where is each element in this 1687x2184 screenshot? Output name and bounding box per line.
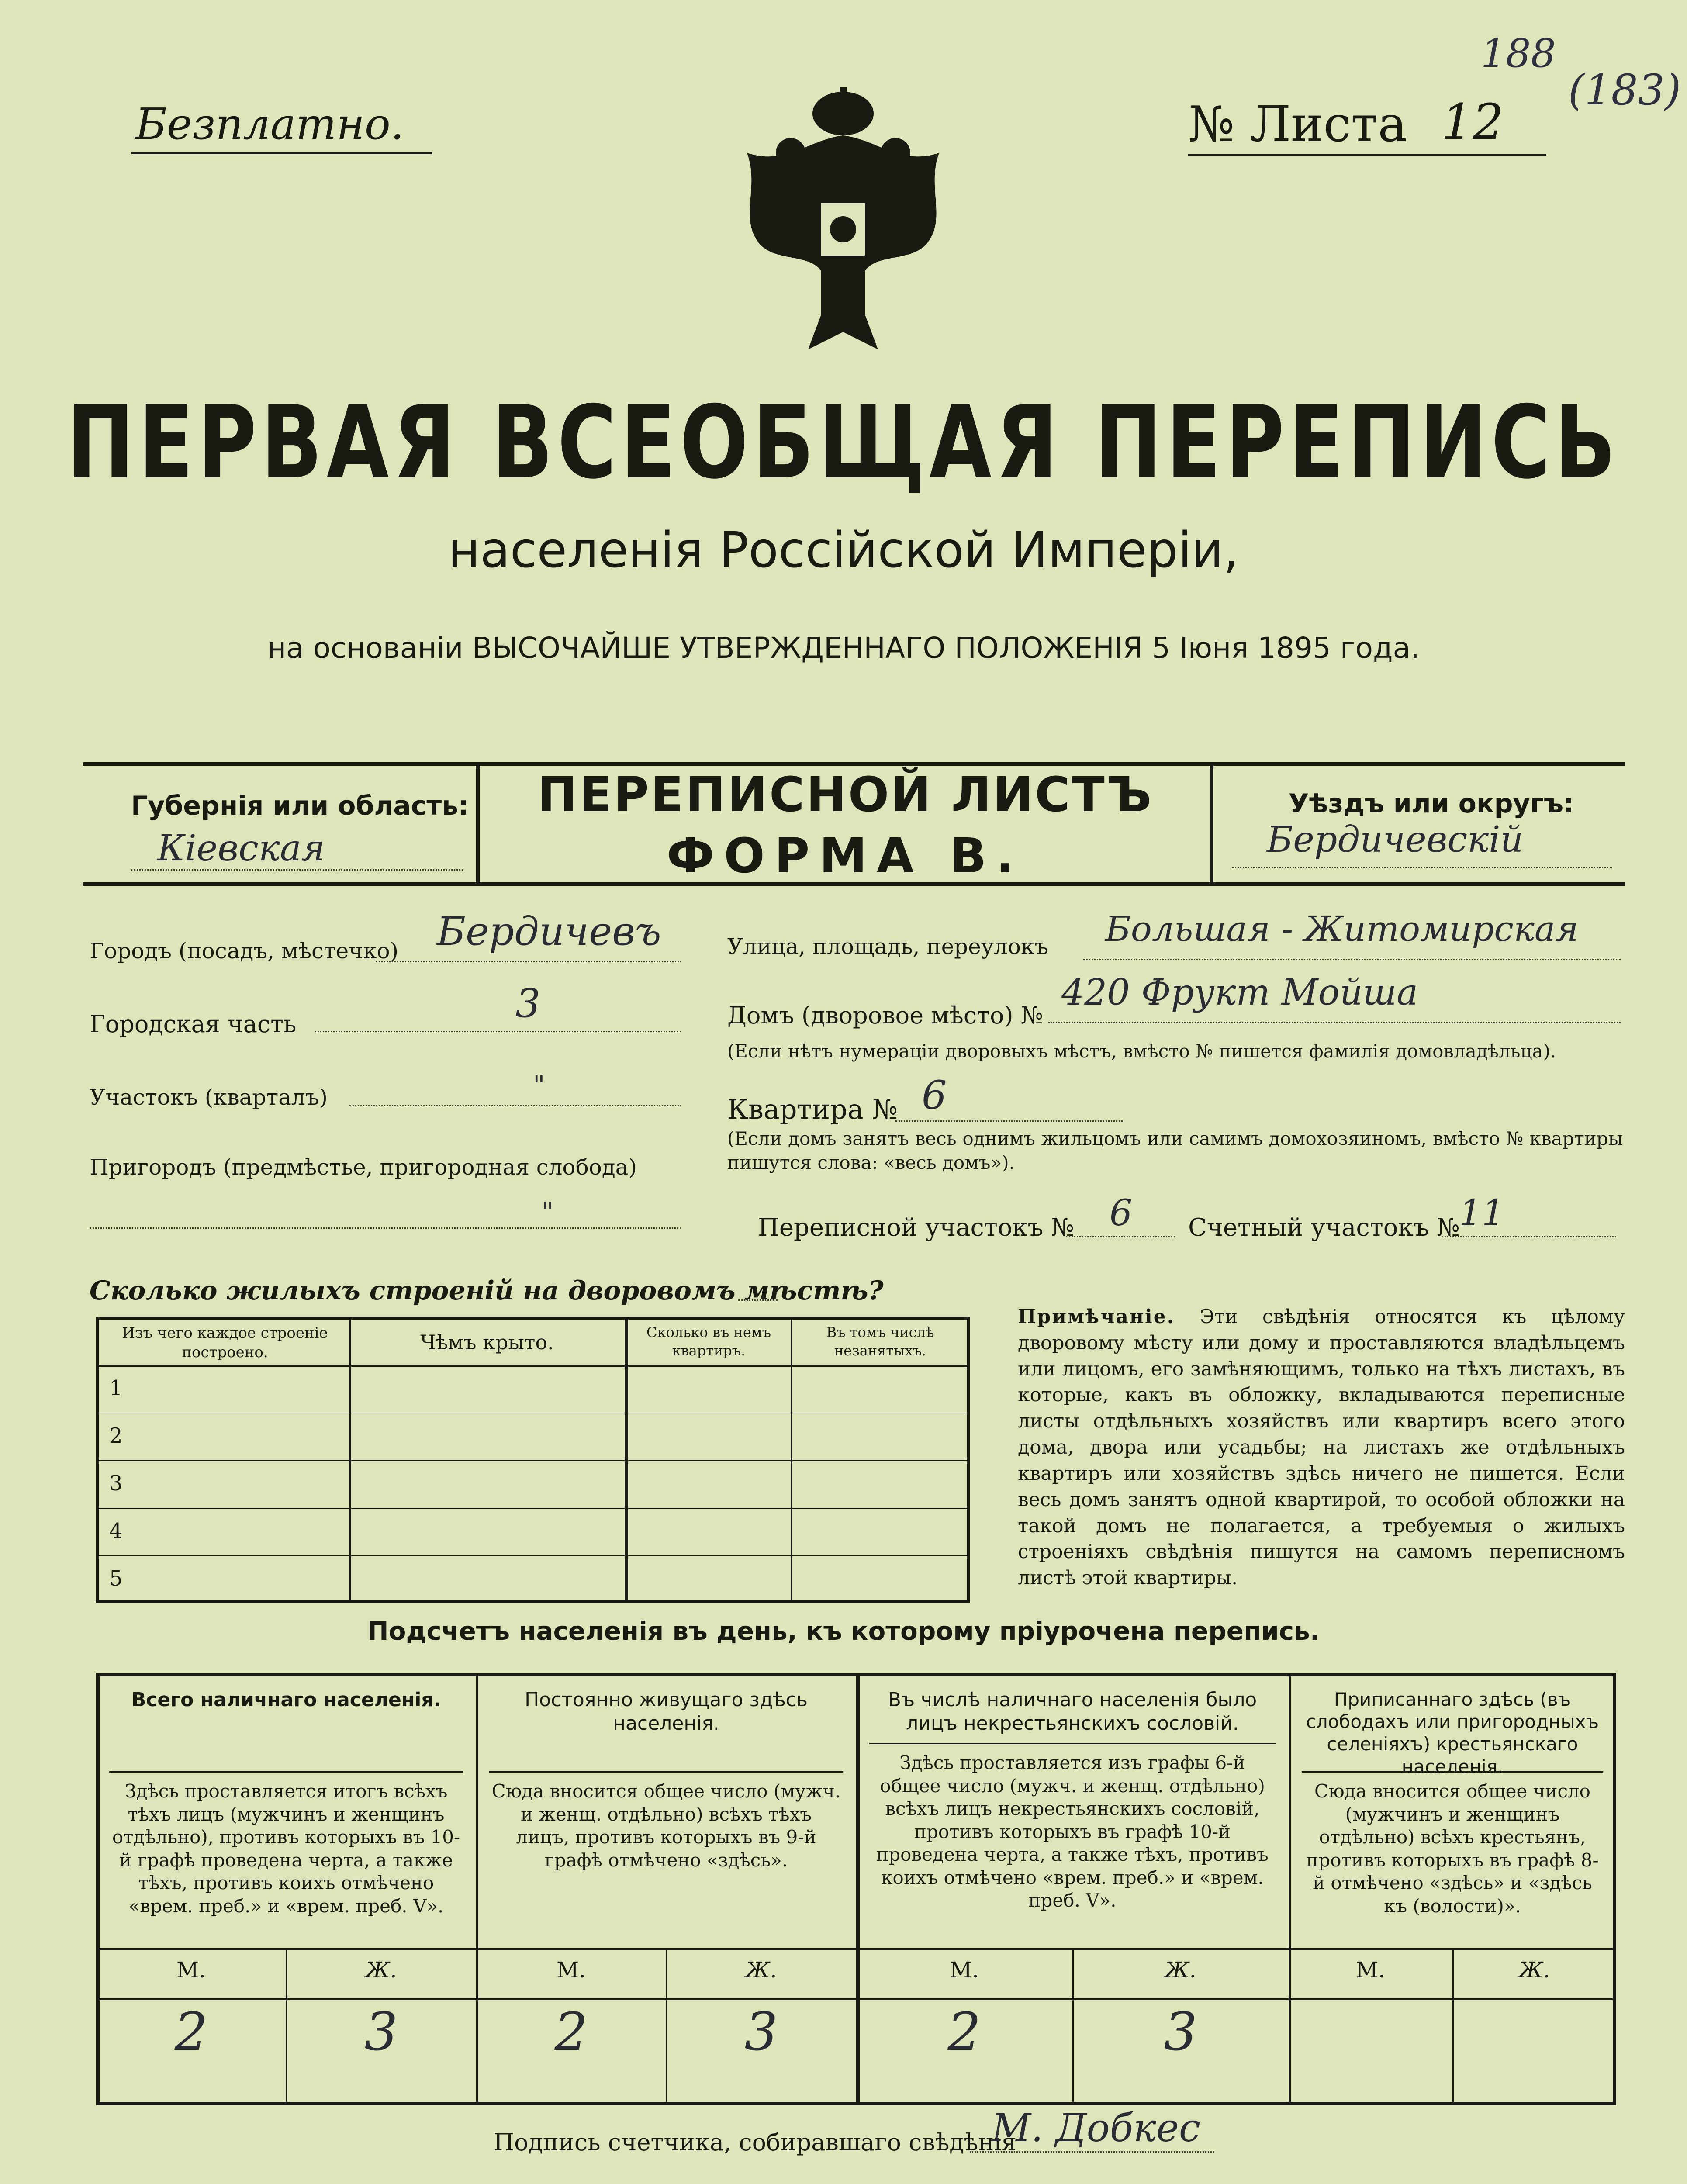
buildings-question-line xyxy=(738,1299,778,1301)
buildings-row-rule xyxy=(96,1508,970,1509)
count-male-value: 2 xyxy=(554,2002,588,2063)
count-head-rule xyxy=(869,1743,1276,1744)
count-male-label: М. xyxy=(556,1957,586,1983)
buildings-header-rule xyxy=(96,1365,970,1367)
count-male-label: М. xyxy=(949,1957,979,1983)
prigorod-line xyxy=(90,1227,681,1229)
count-male-value: 2 xyxy=(947,2002,981,2063)
ulitsa-line xyxy=(1083,959,1621,960)
kvartira-note: (Если домъ занятъ весь однимъ жильцомъ или самимъ домохозяиномъ, вмѣсто № квартиры пишутся слова: «весь домъ»). xyxy=(727,1128,1623,1173)
schetny-label: Счетный участокъ № xyxy=(1188,1213,1460,1242)
gorod-value: Бердичевъ xyxy=(437,909,661,954)
count-col-header: Приписаннаго здѣсь (въ слободахъ или пригородныхъ селеніяхъ) крестьянскаго населенія. xyxy=(1306,1689,1599,1777)
prigorod-label: Пригородъ (предмѣстье, пригородная слобода) xyxy=(90,1154,637,1180)
count-female-value: 3 xyxy=(364,2002,398,2063)
buildings-row-number: 2 xyxy=(109,1424,123,1448)
form-name: ФОРМА В. xyxy=(667,828,1024,884)
free-label: Безплатно. xyxy=(135,100,404,149)
uezd-box-side xyxy=(1210,762,1213,886)
dom-line xyxy=(1048,1022,1621,1023)
count-col-description: Сюда вносится общее число (мужчинъ и женщинъ отдѣльно) всѣхъ крестьянъ, противъ которыхъ въ графѣ 8-й отмѣчено «здѣсь» и «здѣсь къ (волости)». xyxy=(1306,1780,1599,1917)
buildings-col4-header: Въ томъ числѣ незанятыхъ. xyxy=(826,1324,934,1359)
buildings-col3-header: Сколько въ немъ квартиръ. xyxy=(646,1324,771,1359)
count-male-label: М. xyxy=(1355,1957,1386,1983)
count-female-label: Ж. xyxy=(745,1957,777,1983)
chast-value: 3 xyxy=(515,981,541,1026)
free-underline xyxy=(131,152,432,154)
ulitsa-label: Улица, площадь, переулокъ xyxy=(727,934,1049,959)
perepisnoy-label: Переписной участокъ № xyxy=(758,1213,1074,1242)
kvartira-label: Квартира № xyxy=(727,1093,898,1125)
signature-label: Подпись счетчика, собиравшаго свѣдѣнія xyxy=(494,2129,1016,2156)
note-head: Примѣчаніе. xyxy=(1018,1306,1175,1328)
buildings-row-rule xyxy=(96,1460,970,1461)
ulitsa-value: Большая - Житомирская xyxy=(1105,909,1579,949)
count-col-header: Въ числѣ наличнаго населенія было лицъ некрестьянскихъ сословій. xyxy=(888,1689,1257,1735)
schetny-value: 11 xyxy=(1459,1192,1505,1234)
buildings-row-number: 3 xyxy=(109,1471,123,1496)
dom-label: Домъ (дворовое мѣсто) № xyxy=(727,1002,1043,1029)
guberniya-box-side xyxy=(476,762,480,886)
count-col-description: Здѣсь проставляется итогъ всѣхъ тѣхъ лицъ (мужчинъ и женщинъ отдѣльно), противъ которыхъ въ 10-й графѣ проведена черта, а также тѣхъ, противъ коихъ отмѣчено «врем. преб.» и «врем. преб. V». xyxy=(112,1780,460,1917)
kvartira-line xyxy=(895,1120,1123,1122)
note-text: Эти свѣдѣнія относятся къ цѣлому дворовому мѣсту или дому и проставляются владѣльцемъ или лицомъ, его замѣняющимъ, только на тѣхъ листахъ, въ которые, какъ въ обложку, вкладываются переписные листы отдѣльныхъ хозяйствъ или квартиръ всего этого дома, двора или усадьбы; на листахъ же отдѣльныхъ квартиръ или хозяйствъ здѣсь ничего не пишется. Если весь домъ занятъ одной квартирой, то особой обложки на такой домъ не полагается, а требуемыя о жилыхъ строеніяхъ свѣдѣнія пишутся на самомъ переписномъ листѣ этой квартиры. xyxy=(1018,1306,1625,1590)
archive-number: 188 xyxy=(1481,31,1556,76)
chast-line xyxy=(315,1031,681,1032)
basis-line: на основаніи ВЫСОЧАЙШЕ УТВЕРЖДЕННАГО ПОЛОЖЕНІЯ 5 Іюня 1895 года. xyxy=(267,631,1420,665)
signature-value: М. Добкес xyxy=(992,2105,1201,2150)
chast-label: Городская часть xyxy=(90,1010,297,1038)
count-female-value: 3 xyxy=(744,2002,778,2063)
dom-value: 420 Фрукт Мойша xyxy=(1061,972,1418,1013)
guberniya-label: Губернія или область: xyxy=(131,791,469,821)
uchastok-line xyxy=(349,1105,681,1106)
count-female-label: Ж. xyxy=(365,1957,397,1983)
perepisnoy-line xyxy=(1066,1236,1175,1237)
note-block xyxy=(1018,1304,1625,1591)
perepisnoy-value: 6 xyxy=(1110,1192,1133,1234)
sheet-number-value: 12 xyxy=(1442,94,1504,151)
count-male-value: 2 xyxy=(174,2002,208,2063)
count-head-rule xyxy=(489,1771,843,1773)
uezd-value: Бердичевскій xyxy=(1267,819,1524,860)
count-col-header: Постоянно живущаго здѣсь населенія. xyxy=(525,1689,808,1735)
sheet-number-label: № Листа xyxy=(1188,96,1407,153)
kvartira-value: 6 xyxy=(922,1072,947,1118)
uchastok-value: " xyxy=(533,1070,545,1101)
subtitle: населенія Россійской Имперіи, xyxy=(448,522,1239,579)
buildings-col2-header: Чѣмъ крыто. xyxy=(420,1330,554,1354)
count-col-description: Сюда вносится общее число (мужч. и женщ. отдѣльно) всѣхъ тѣхъ лицъ, противъ которыхъ въ 9-й графѣ отмѣчено «здѣсь». xyxy=(491,1780,841,1871)
guberniya-value: Кіевская xyxy=(157,828,325,869)
main-title: ПЕРВАЯ ВСЕОБЩАЯ ПЕРЕПИСЬ xyxy=(66,384,1621,501)
sheet-number-underline xyxy=(1188,154,1546,156)
count-female-label: Ж. xyxy=(1165,1957,1196,1983)
count-female-value: 3 xyxy=(1164,2002,1197,2063)
sheet-title: ПЕРЕПИСНОЙ ЛИСТЪ xyxy=(537,767,1154,822)
buildings-row-number: 1 xyxy=(109,1376,123,1400)
buildings-col1-header: Изъ чего каждое строеніе построено. xyxy=(122,1324,328,1362)
count-col-description: Здѣсь проставляется изъ графы 6-й общее число (мужч. и женщ. отдѣльно) всѣхъ лицъ некрестьянскихъ сословій, противъ которыхъ въ графѣ 10-й проведена черта, а также тѣхъ, противъ коихъ отмѣчено «врем. преб.» и «врем. преб. V». xyxy=(876,1752,1269,1911)
count-col-header: Всего наличнаго населенія. xyxy=(131,1689,441,1711)
count-female-label: Ж. xyxy=(1518,1957,1550,1983)
uezd-line xyxy=(1232,867,1612,868)
buildings-question: Сколько жилыхъ строеній на дворовомъ мѣстѣ? xyxy=(90,1275,884,1306)
guberniya-line xyxy=(131,869,463,871)
count-head-rule xyxy=(109,1771,463,1773)
uchastok-label: Участокъ (кварталъ) xyxy=(90,1085,328,1110)
form-header-rule-top xyxy=(83,762,1625,766)
prigorod-value: " xyxy=(542,1197,554,1227)
uezd-label: Уѣздъ или округъ: xyxy=(1289,788,1574,819)
gorod-label: Городъ (посадъ, мѣстечко) xyxy=(90,938,399,964)
buildings-row-number: 4 xyxy=(109,1519,123,1543)
count-col-divider xyxy=(1289,1673,1291,2105)
count-title: Подсчетъ населенія въ день, къ которому пріурочена перепись. xyxy=(367,1616,1320,1646)
count-male-label: М. xyxy=(176,1957,206,1983)
dom-note: (Если нѣтъ нумераціи дворовыхъ мѣстъ, вмѣсто № пишется фамилія домовладѣльца). xyxy=(727,1040,1556,1062)
schetny-line xyxy=(1442,1236,1616,1237)
buildings-row-number: 5 xyxy=(109,1566,123,1591)
imperial-eagle-icon xyxy=(721,87,965,358)
archive-number-old: (183) xyxy=(1568,66,1681,114)
gorod-line xyxy=(376,961,681,962)
signature-line xyxy=(970,2151,1214,2153)
buildings-row-rule xyxy=(96,1555,970,1556)
